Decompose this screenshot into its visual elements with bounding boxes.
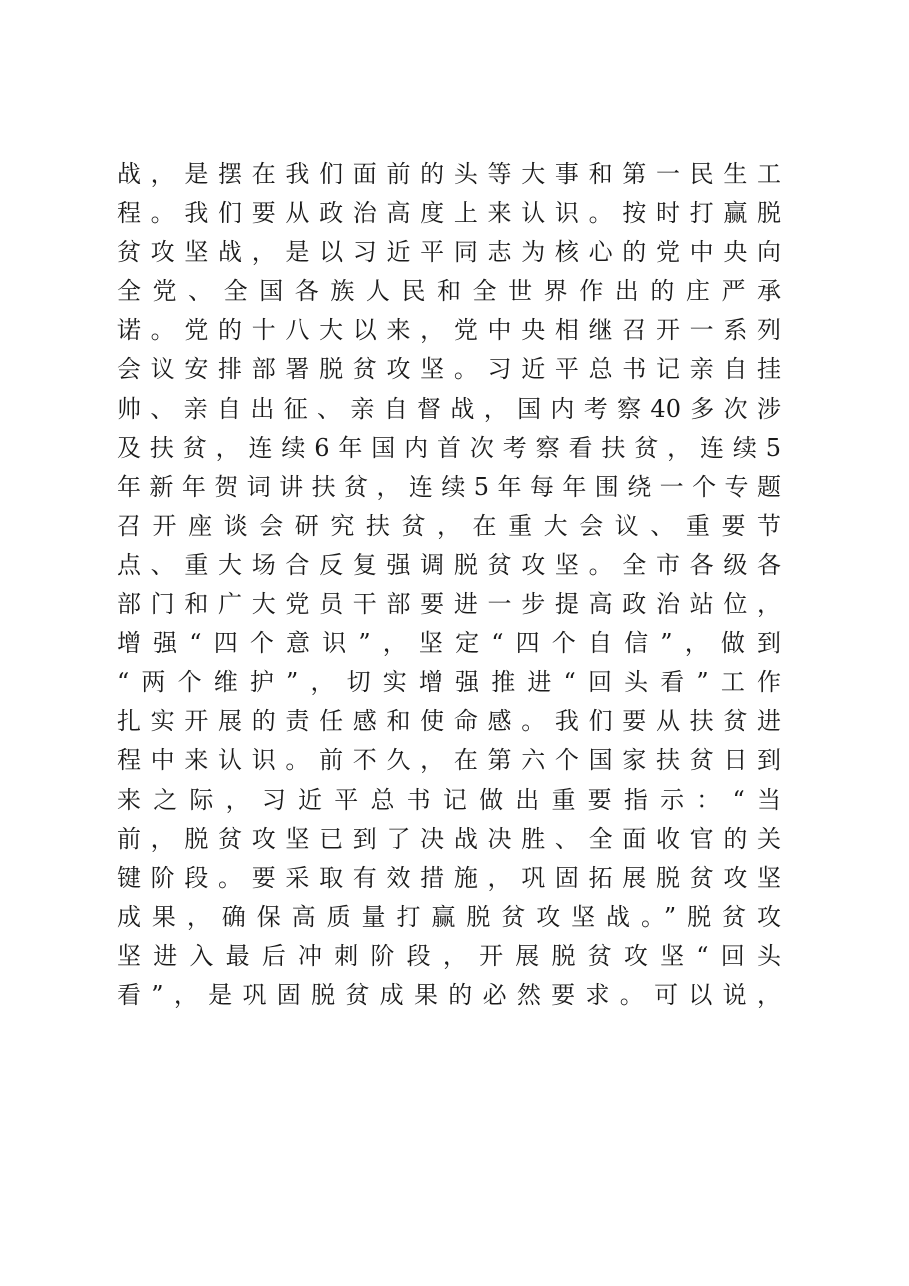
text-line-10: 召开座谈会研究扶贫，在重大会议、重要节 — [117, 511, 781, 540]
text-line-14: “两个维护”，切实增强推进“回头看”工作 — [117, 668, 781, 697]
text-line-5: 诺。党的十八大以来，党中央相继召开一系列 — [117, 316, 781, 345]
text-line-8: 及扶贫，连续6年国内首次考察看扶贫，连续5 — [117, 433, 781, 462]
body-paragraph — [117, 155, 781, 1015]
text-line-13: 增强“四个意识”，坚定“四个自信”，做到 — [117, 629, 781, 658]
text-line-3: 贫攻坚战，是以习近平同志为核心的党中央向 — [117, 238, 781, 267]
text-line-22: 看”，是巩固脱贫成果的必然要求。可以说， — [117, 980, 781, 1009]
text-line-2: 程。我们要从政治高度上来认识。按时打赢脱 — [117, 199, 781, 228]
text-line-17: 来之际，习近平总书记做出重要指示：“当 — [117, 785, 781, 814]
text-line-12: 部门和广大党员干部要进一步提高政治站位， — [117, 590, 781, 619]
text-line-20: 成果，确保高质量打赢脱贫攻坚战。”脱贫攻 — [117, 902, 781, 931]
text-line-21: 坚进入最后冲刺阶段，开展脱贫攻坚“回头 — [117, 941, 781, 970]
text-line-7: 帅、亲自出征、亲自督战，国内考察40多次涉 — [117, 394, 781, 423]
text-line-6: 会议安排部署脱贫攻坚。习近平总书记亲自挂 — [117, 355, 781, 384]
text-line-19: 键阶段。要采取有效措施，巩固拓展脱贫攻坚 — [117, 863, 781, 892]
text-line-1: 战，是摆在我们面前的头等大事和第一民生工 — [117, 160, 781, 188]
text-line-9: 年新年贺词讲扶贫，连续5年每年围绕一个专题 — [117, 472, 781, 501]
text-line-11: 点、重大场合反复强调脱贫攻坚。全市各级各 — [117, 550, 781, 579]
text-line-16: 程中来认识。前不久，在第六个国家扶贫日到 — [117, 746, 781, 775]
text-line-18: 前，脱贫攻坚已到了决战决胜、全面收官的关 — [117, 824, 781, 853]
text-line-15: 扎实开展的责任感和使命感。我们要从扶贫进 — [117, 707, 781, 736]
text-line-4: 全党、全国各族人民和全世界作出的庄严承 — [117, 277, 781, 306]
